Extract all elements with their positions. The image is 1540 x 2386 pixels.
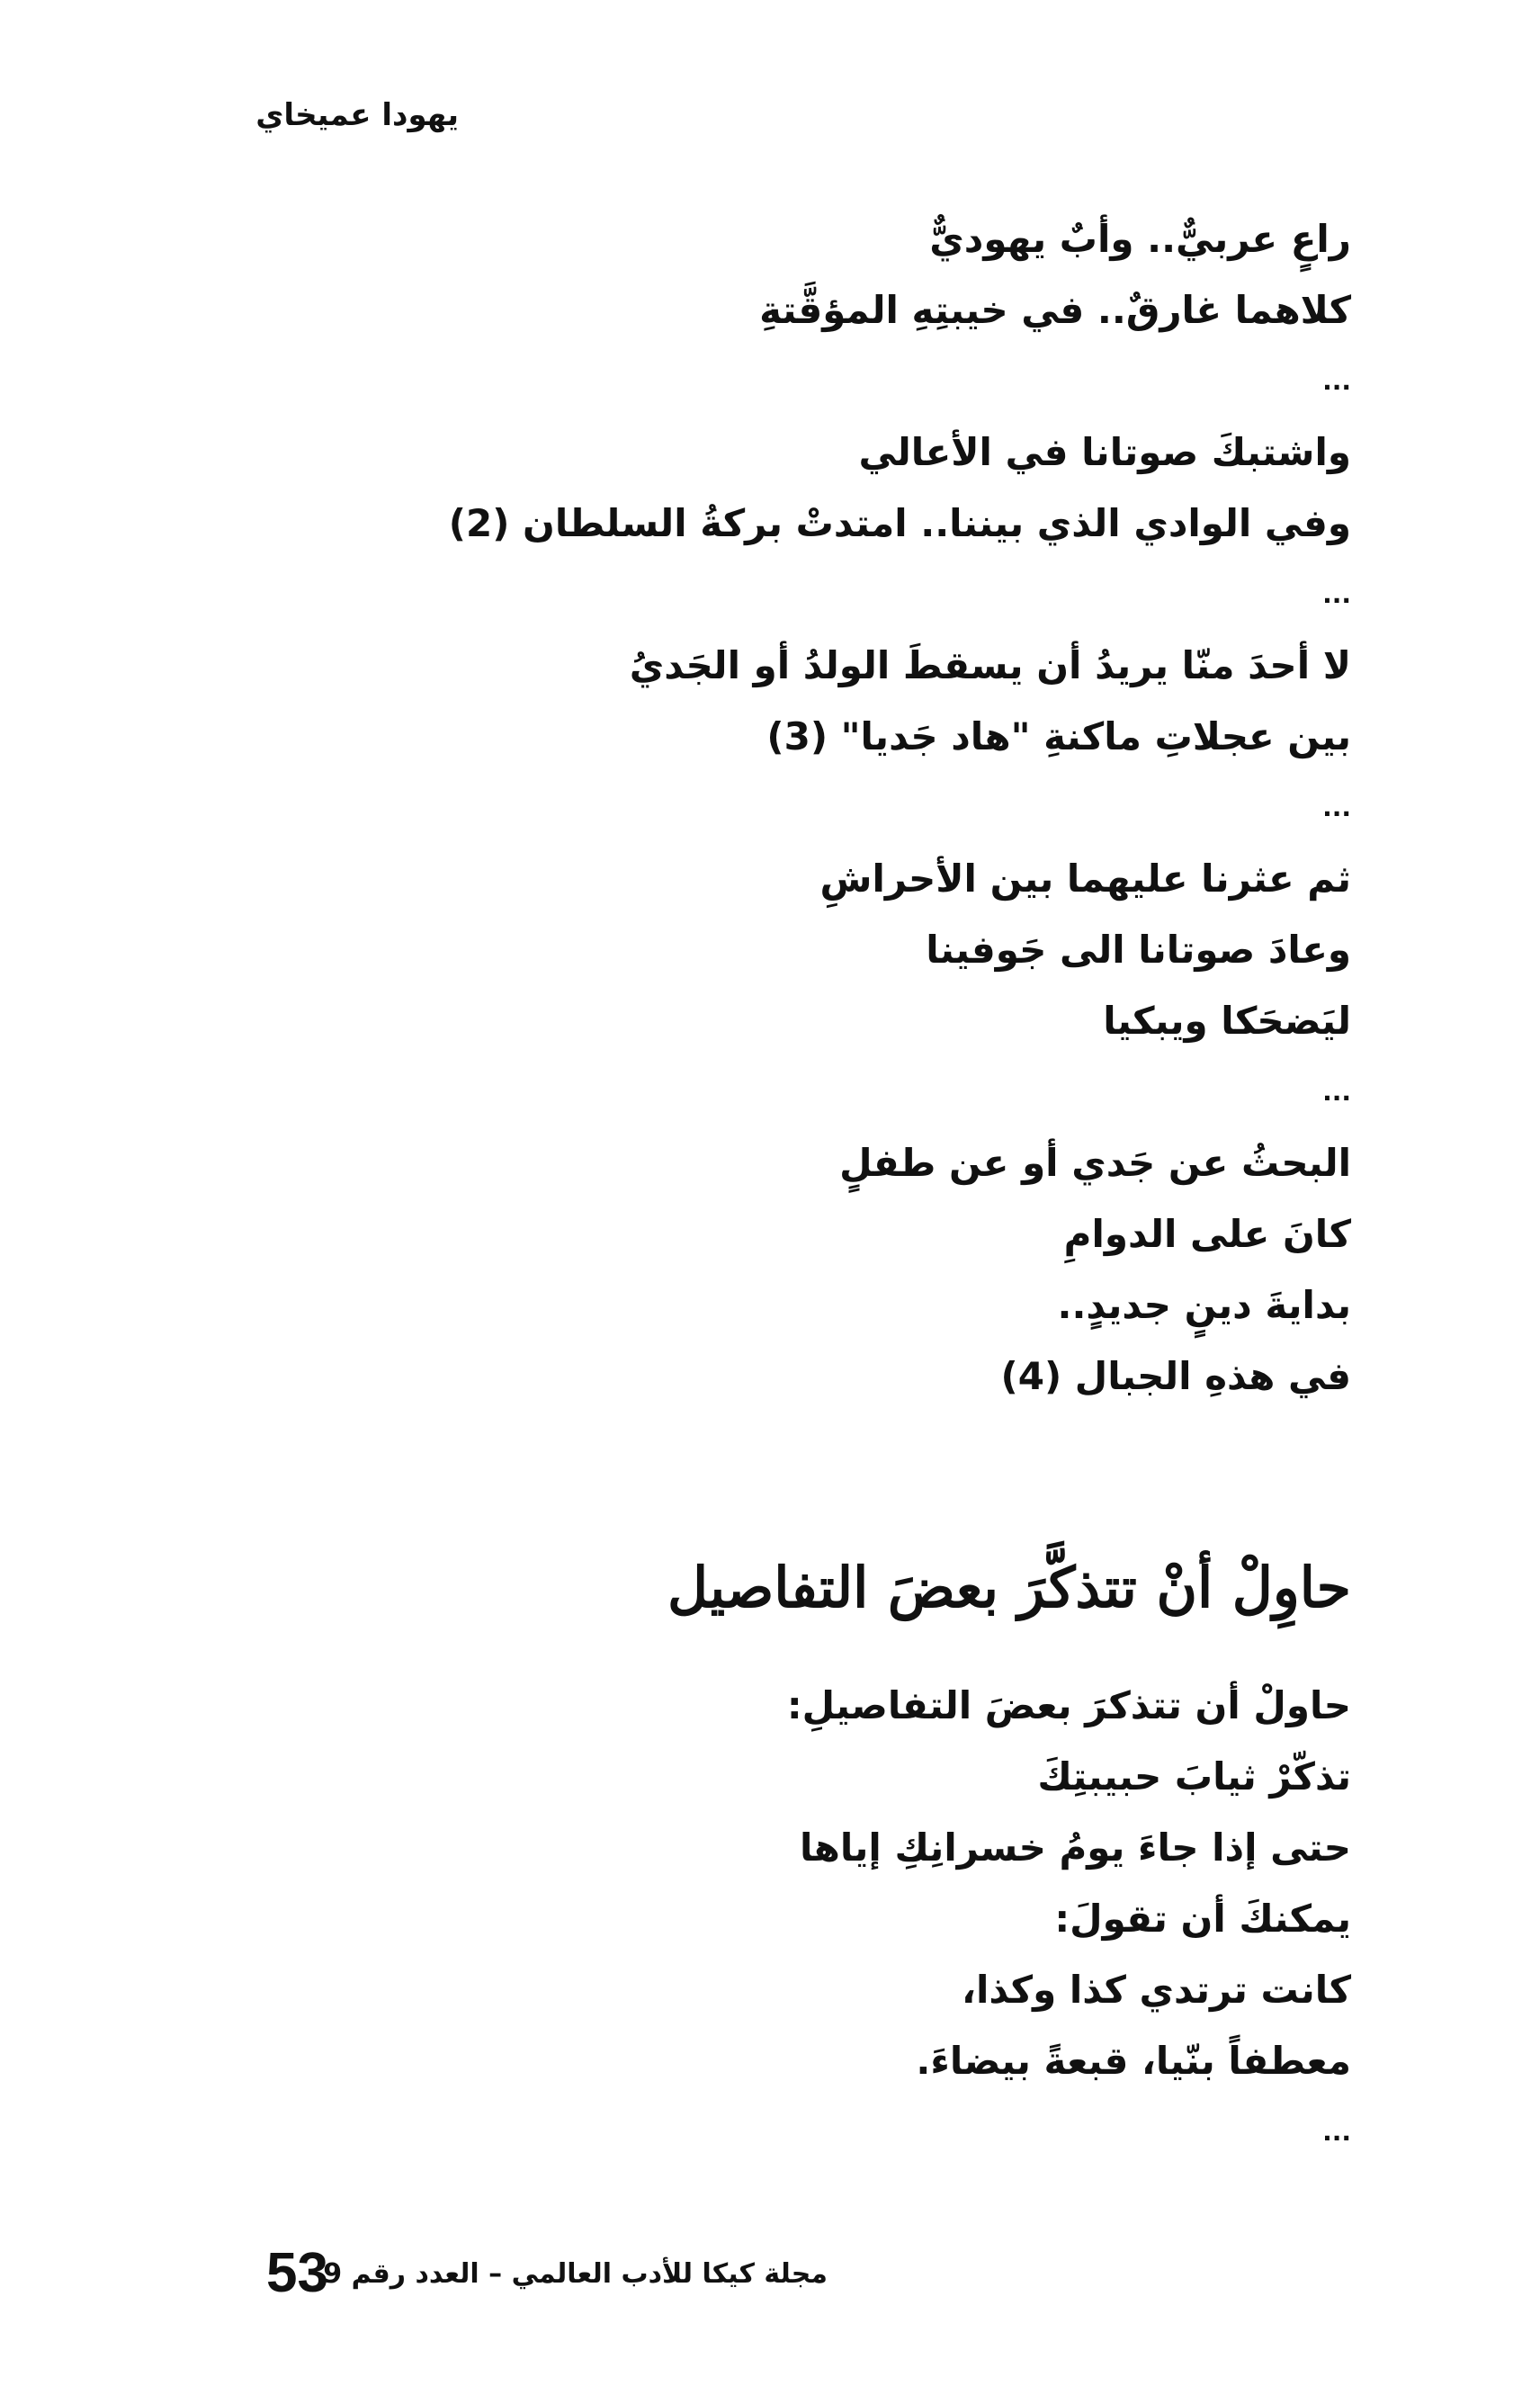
stanza-break: ...	[1322, 366, 1351, 396]
poem-line: كلاهما غارقٌ.. في خيبتِهِ المؤقَّتةِ	[759, 288, 1351, 332]
poem-line: واشتبكَ صوتانا في الأعالي	[858, 430, 1351, 474]
poem-line: حاولْ أن تتذكرَ بعضَ التفاصيلِ:	[786, 1683, 1351, 1727]
journal-footer: مجلة كيكا للأدب العالمي – العدد رقم 9	[323, 2258, 828, 2290]
poem-line: البحثُ عن جَدي أو عن طفلٍ	[839, 1141, 1351, 1185]
poem-line: وفي الوادي الذي بيننا.. امتدتْ بركةُ السلطان (2)	[448, 501, 1351, 545]
stanza-break: ...	[1322, 1077, 1351, 1107]
poem-line: كانت ترتدي كذا وكذا،	[962, 1968, 1351, 2012]
page-number: 53	[266, 2242, 328, 2304]
poem-line: في هذهِ الجبال (4)	[1000, 1354, 1351, 1398]
poem-line: لا أحدَ منّا يريدُ أن يسقطَ الولدُ أو الجَديُ	[629, 643, 1351, 687]
running-head-author: يهودا عميخاي	[255, 97, 459, 133]
stanza-break: ...	[1322, 579, 1351, 609]
poem-excerpt	[448, 203, 1351, 1412]
poem-line: ليَضحَكا ويبكيا	[1103, 999, 1351, 1043]
poem-line: حتى إذا جاءَ يومُ خسرانِكِ إياها	[800, 1825, 1351, 1870]
poem-line: راعٍ عربيٌّ.. وأبٌ يهوديٌّ	[929, 217, 1351, 261]
poem-line: يمكنكَ أن تقولَ:	[1054, 1897, 1351, 1941]
poem-line: بدايةَ دينٍ جديدٍ..	[1057, 1283, 1351, 1327]
poem-line: بين عجلاتِ ماكنةِ "هاد جَديا" (3)	[766, 714, 1351, 758]
poem-line: كانَ على الدوامِ	[1063, 1212, 1351, 1256]
stanza-break: ...	[1322, 793, 1351, 822]
poem-line: وعادَ صوتانا الى جَوفينا	[926, 928, 1351, 972]
stanza-break: ...	[1322, 2117, 1351, 2147]
poem-title: حاوِلْ أنْ تتذكَّرَ بعضَ التفاصيل	[667, 1555, 1351, 1620]
poem-line: تذكّرْ ثيابَ حبيبتِكَ	[1037, 1754, 1351, 1798]
poem-line: معطفاً بنّيا، قبعةً بيضاءَ.	[916, 2039, 1351, 2083]
poem-body	[585, 1670, 1351, 2167]
poem-line: ثم عثرنا عليهما بين الأحراشِ	[819, 857, 1351, 901]
